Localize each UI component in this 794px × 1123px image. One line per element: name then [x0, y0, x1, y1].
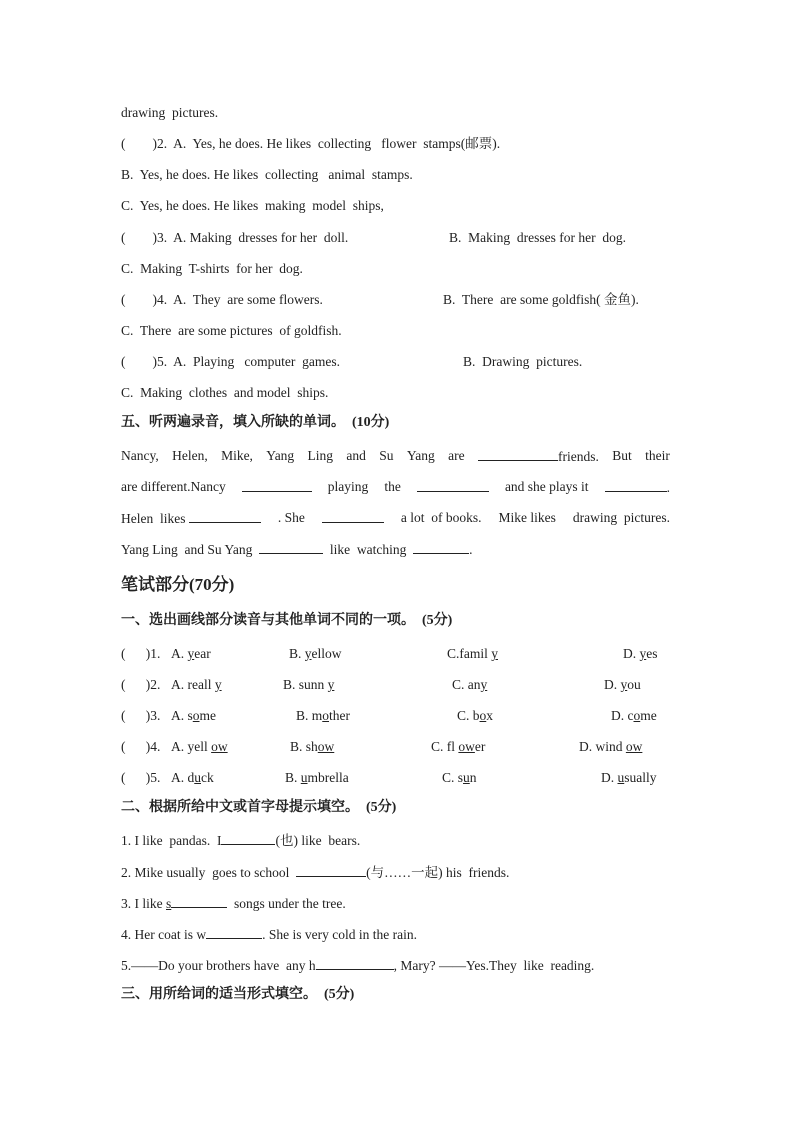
passage-line-2: are different.Nancy playing the and she plays it .	[121, 479, 670, 495]
part-two-sentence-3: 3. I like s songs under the tree.	[121, 896, 346, 911]
written-part-title: 笔试部分(70分)	[121, 575, 235, 594]
passage-line-1: Nancy, Helen, Mike, Yang Ling and Su Yang are friends. But their	[121, 448, 670, 464]
passage-line-4: Yang Ling and Su Yang like watching .	[121, 542, 473, 557]
blank-p2-5[interactable]	[316, 956, 394, 970]
listening-q4-option-c: C. There are some pictures of goldfish.	[121, 323, 342, 338]
blank-2[interactable]	[242, 478, 312, 492]
part-two-sentence-1: 1. I like pandas. I (也) like bears.	[121, 833, 361, 848]
blank-p2-1[interactable]	[221, 831, 275, 845]
part-two-sentence-4: 4. Her coat is w . She is very cold in the rain.	[121, 927, 417, 942]
listening-q2-option-a: ( )2. A. Yes, he does. He likes collecting flower stamps(邮票).	[121, 136, 501, 151]
part-one-heading: 一、选出画线部分读音与其他单词不同的一项。 (5分)	[121, 613, 453, 628]
passage-line-3: Helen likes . She a lot of books. Mike likes drawing pictures.	[121, 510, 670, 526]
blank-8[interactable]	[413, 540, 469, 554]
blank-6[interactable]	[322, 509, 384, 523]
section-five-heading: 五、听两遍录音，填入所缺的单词。 (10分)	[121, 415, 390, 430]
listening-q5-option-a: ( )5. A. Playing computer games.	[121, 354, 340, 369]
blank-5[interactable]	[189, 509, 261, 523]
listening-q3-option-c: C. Making T-shirts for her dog.	[121, 261, 303, 276]
blank-3[interactable]	[417, 478, 489, 492]
listening-q4-option-a: ( )4. A. They are some flowers.	[121, 292, 323, 307]
part-three-heading: 三、用所给词的适当形式填空。 (5分)	[121, 987, 355, 1002]
blank-7[interactable]	[259, 540, 323, 554]
listening-q4-option-b: B. There are some goldfish( 金鱼).	[443, 292, 639, 307]
listening-q3-option-b: B. Making dresses for her dog.	[449, 230, 626, 245]
blank-1[interactable]	[478, 447, 558, 461]
blank-4[interactable]	[605, 478, 667, 492]
listening-q5-option-c: C. Making clothes and model ships.	[121, 385, 329, 400]
listening-q5-option-b: B. Drawing pictures.	[463, 354, 583, 369]
blank-p2-2[interactable]	[296, 863, 366, 877]
part-two-heading: 二、根据所给中文或首字母提示填空。 (5分)	[121, 800, 397, 815]
listening-q2-option-b: B. Yes, he does. He likes collecting animal stamps.	[121, 167, 413, 182]
exam-page: drawing pictures. ( )2. A. Yes, he does. He likes collecting flower stamps(邮票). B. Yes, he does. He likes collecting animal stamps. C. Yes, he does. He likes making model ships, ( )3. A. Making dresses for her doll. B. Making dresses for her dog. C. Making T-shirts for her dog. ( )4. A. They are some flowers. B. There are some goldfish( 金鱼). C. There are some pictures of goldfish. ( )5. A. Playing computer games. B. Drawing pictures. C. Making clothes and model ships. 五、听两遍录音，填入所缺的单词。 (10分) Nancy, Helen, Mike, Yang Ling and Su Yang are friends. But their are different.Nancy playing the and she plays it . Helen likes . She a lot of books. Mike likes drawing pictures. Yang Ling and Su Yang like watching . 笔试部分(70分) 一、选出画线部分读音与其他单词不同的一项。 (5分) ( )1. A. year B. yellow C.famil y D. yes ( )2. A. reall y B. sunn y C. any D. you ( )3. A. some B. mother C. box D. come ( )4. A. yell ow B. show C. fl ower D. wind ow ( )5. A. duck B. umbrella C. sun D. usually 二、根据所给中文或首字母提示填空。 (5分) 1. I like pandas. I (也) like bears. 2. Mike usually goes to school (与……一起) his friends. 3. I like s songs under the tree. 4. Her coat is w . She is very cold in the rain. 5.——Do your brothers have any h , Mary? ——Yes.They like reading. 三、用所给词的适当形式填空。 (5分)	[121, 105, 670, 1002]
listening-q1-option-c: drawing pictures.	[121, 105, 219, 120]
blank-p2-3[interactable]	[171, 894, 227, 908]
listening-q2-option-c: C. Yes, he does. He likes making model ships,	[121, 198, 384, 213]
listening-q3-option-a: ( )3. A. Making dresses for her doll.	[121, 230, 349, 245]
blank-p2-4[interactable]	[206, 925, 262, 939]
part-two-sentence-2: 2. Mike usually goes to school (与……一起) his friends.	[121, 865, 510, 880]
part-two-sentence-5: 5.——Do your brothers have any h , Mary? ——Yes.They like reading.	[121, 958, 595, 973]
